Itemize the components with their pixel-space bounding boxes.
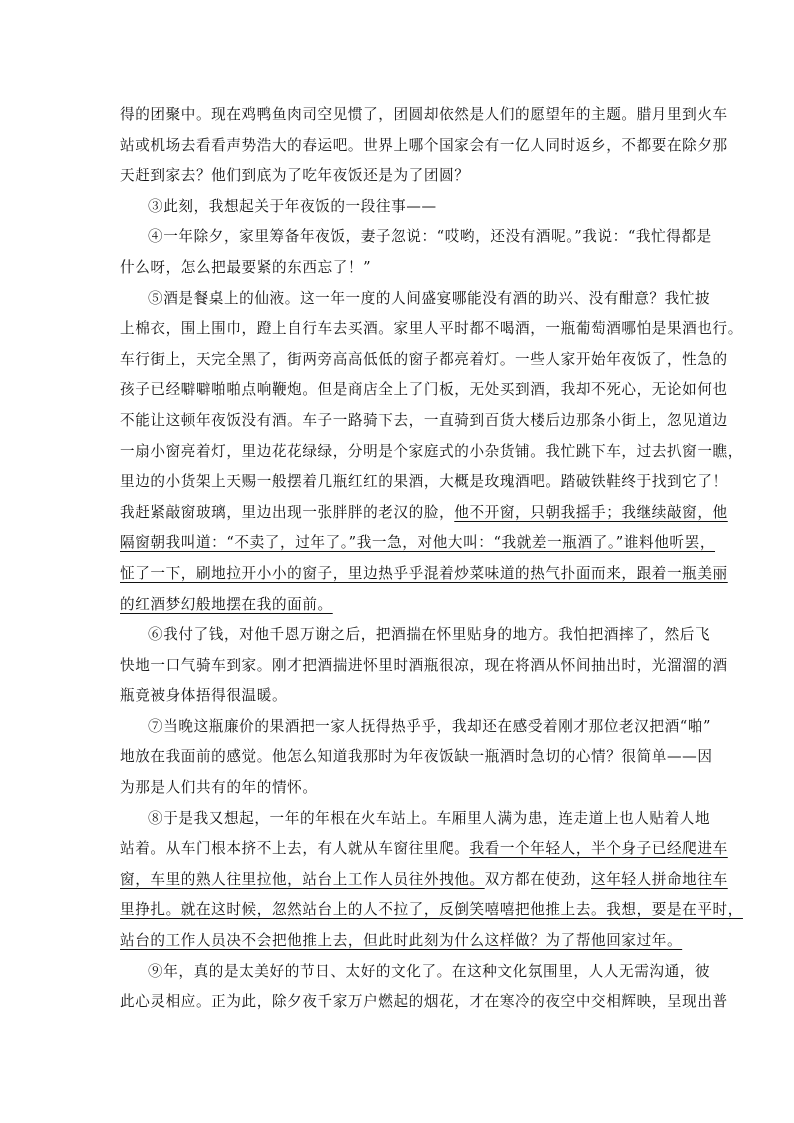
text-line (120, 926, 685, 957)
text-segment: 不能让这顿年夜饭没有酒。车子一路骑下去，一直骑到百货大楼后边那条小街上，忽见道边 (120, 411, 728, 429)
text-line (120, 712, 712, 743)
text-line (120, 651, 728, 682)
text-segment: 地放在我面前的感觉。他怎么知道我那时为年夜饭缺一瓶酒时急切的心情？很简单——因 (120, 748, 713, 766)
paragraph (120, 100, 728, 192)
text-line (120, 345, 728, 376)
underlined-text: 这年轻人拼命地往车 (591, 870, 728, 888)
paragraph (120, 222, 712, 283)
text-segment: 天赶到家去？他们到底为了吃年夜饭还是为了团圆？ (120, 167, 470, 185)
text-line (120, 834, 728, 865)
text-line (120, 620, 711, 651)
underlined-text: 我看一个年轻人，半个身子已经爬进车 (469, 840, 728, 858)
text-line (120, 987, 728, 1018)
text-segment: ④一年除夕，家里筹备年夜饭，妻子忽说：“哎哟，还没有酒呢。”我说：“我忙得都是 (148, 228, 712, 246)
paragraph (120, 712, 713, 804)
text-segment: 孩子已经噼噼啪啪点响鞭炮。但是商店全上了门板，无处买到酒，我却不死心，无论如何也 (120, 381, 728, 399)
text-line (120, 375, 728, 406)
text-line (120, 284, 711, 315)
text-line (120, 467, 728, 498)
article-body (120, 100, 743, 1018)
text-line (120, 590, 685, 621)
text-line (120, 100, 728, 131)
text-line (120, 498, 728, 529)
underlined-text: 他不开窗，只朝我摇手；我继续敲窗，他 (454, 503, 728, 521)
text-segment: 里边的小货架上天赐一般摆着几瓶红红的果酒，大概是玫瑰酒吧。踏破铁鞋终于找到它了！ (120, 473, 728, 491)
text-line (120, 681, 685, 712)
text-segment: ③此刻，我想起关于年夜饭的一段往事—— (148, 197, 437, 215)
text-line (120, 161, 685, 192)
text-segment: 一扇小窗亮着灯，里边花花绿绿，分明是个家庭式的小杂货铺。我忙跳下车，过去扒窗一瞧， (120, 442, 743, 460)
text-segment: ⑨年，真的是太美好的节日、太好的文化了。在这种文化氛围里，人人无需沟通，彼 (148, 962, 711, 980)
text-line (120, 559, 728, 590)
text-line (120, 253, 685, 284)
text-line (120, 865, 728, 896)
underlined-text: 窗，车里的熟人往里拉他，站台上工作人员往外拽他。 (120, 870, 485, 888)
underlined-text: 站台的工作人员决不会把他推上去，但此时此刻为什么这样做？为了帮他回家过年。 (120, 932, 683, 950)
paragraph (120, 804, 743, 957)
text-line (120, 773, 685, 804)
underlined-text: 的红酒梦幻般地摆在我的面前。 (120, 595, 333, 613)
text-line (120, 957, 711, 988)
text-segment: 瓶竟被身体捂得很温暖。 (120, 687, 288, 705)
text-segment: 什么呀，怎么把最要紧的东西忘了！” (120, 258, 372, 276)
paragraph (120, 957, 728, 1018)
text-segment: 得的团聚中。现在鸡鸭鱼肉司空见惯了，团圆却依然是人们的愿望年的主题。腊月里到火车 (120, 106, 728, 123)
text-line (120, 314, 743, 345)
text-segment: ⑦当晚这瓶廉价的果酒把一家人抚得热乎乎，我却还在感受着刚才那位老汉把酒“啪” (148, 717, 712, 735)
text-segment: 为那是人们共有的年的情怀。 (120, 779, 318, 797)
text-segment: 站或机场去看看声势浩大的春运吧。世界上哪个国家会有一亿人同时返乡，不都要在除夕那 (120, 136, 728, 154)
text-segment: 站着。从车门根本挤不上去，有人就从车窗往里爬。 (120, 840, 470, 858)
text-line (120, 804, 711, 835)
text-segment: 我赶紧敲窗玻璃，里边出现一张胖胖的老汉的脸， (120, 503, 455, 521)
text-line (120, 528, 716, 559)
text-line (120, 222, 712, 253)
text-segment: 此心灵相应。正为此，除夕夜千家万户燃起的烟花，才在寒冷的夜空中交相辉映，呈现出普 (120, 993, 728, 1011)
text-line (120, 192, 685, 223)
text-segment: ⑧于是我又想起，一年的年根在火车站上。车厢里人满为患，连走道上也人贴着人地 (148, 809, 711, 827)
text-line (120, 895, 743, 926)
text-segment: 上棉衣，围上围巾，蹬上自行车去买酒。家里人平时都不喝酒，一瓶葡萄酒哪怕是果酒也行。 (120, 320, 743, 338)
underlined-text: 里挣扎。就在这时候，忽然站台上的人不拉了，反倒笑嘻嘻把他推上去。我想，要是在平时， (120, 901, 743, 919)
text-line (120, 437, 743, 468)
text-segment: ⑤酒是餐桌上的仙液。这一年一度的人间盛宴哪能没有酒的助兴、没有酣意？我忙披 (148, 289, 711, 307)
text-segment: 快地一口气骑车到家。刚才把酒揣进怀里时酒瓶很凉，现在将酒从怀间抽出时，光溜溜的酒 (120, 656, 728, 674)
paragraph (120, 284, 743, 621)
underlined-text: 怔了一下，刷地拉开小小的窗子，里边热乎乎混着炒菜味道的热气扑面而来，跟着一瓶美丽 (120, 564, 728, 582)
text-segment: ⑥我付了钱，对他千恩万谢之后，把酒揣在怀里贴身的地方。我怕把酒摔了，然后飞 (148, 626, 711, 644)
text-segment: 车行街上，天完全黑了，街两旁高高低低的窗子都亮着灯。一些人家开始年夜饭了，性急的 (120, 350, 728, 368)
text-line (120, 742, 713, 773)
text-line (120, 406, 728, 437)
text-segment: 双方都在使劲， (484, 870, 592, 888)
underlined-text: 隔窗朝我叫道：“不卖了，过年了。”我一急，对他大叫：“我就差一瓶酒了。”谁料他听罢， (120, 534, 716, 552)
text-line (120, 131, 728, 162)
paragraph (120, 192, 685, 223)
paragraph (120, 620, 728, 712)
